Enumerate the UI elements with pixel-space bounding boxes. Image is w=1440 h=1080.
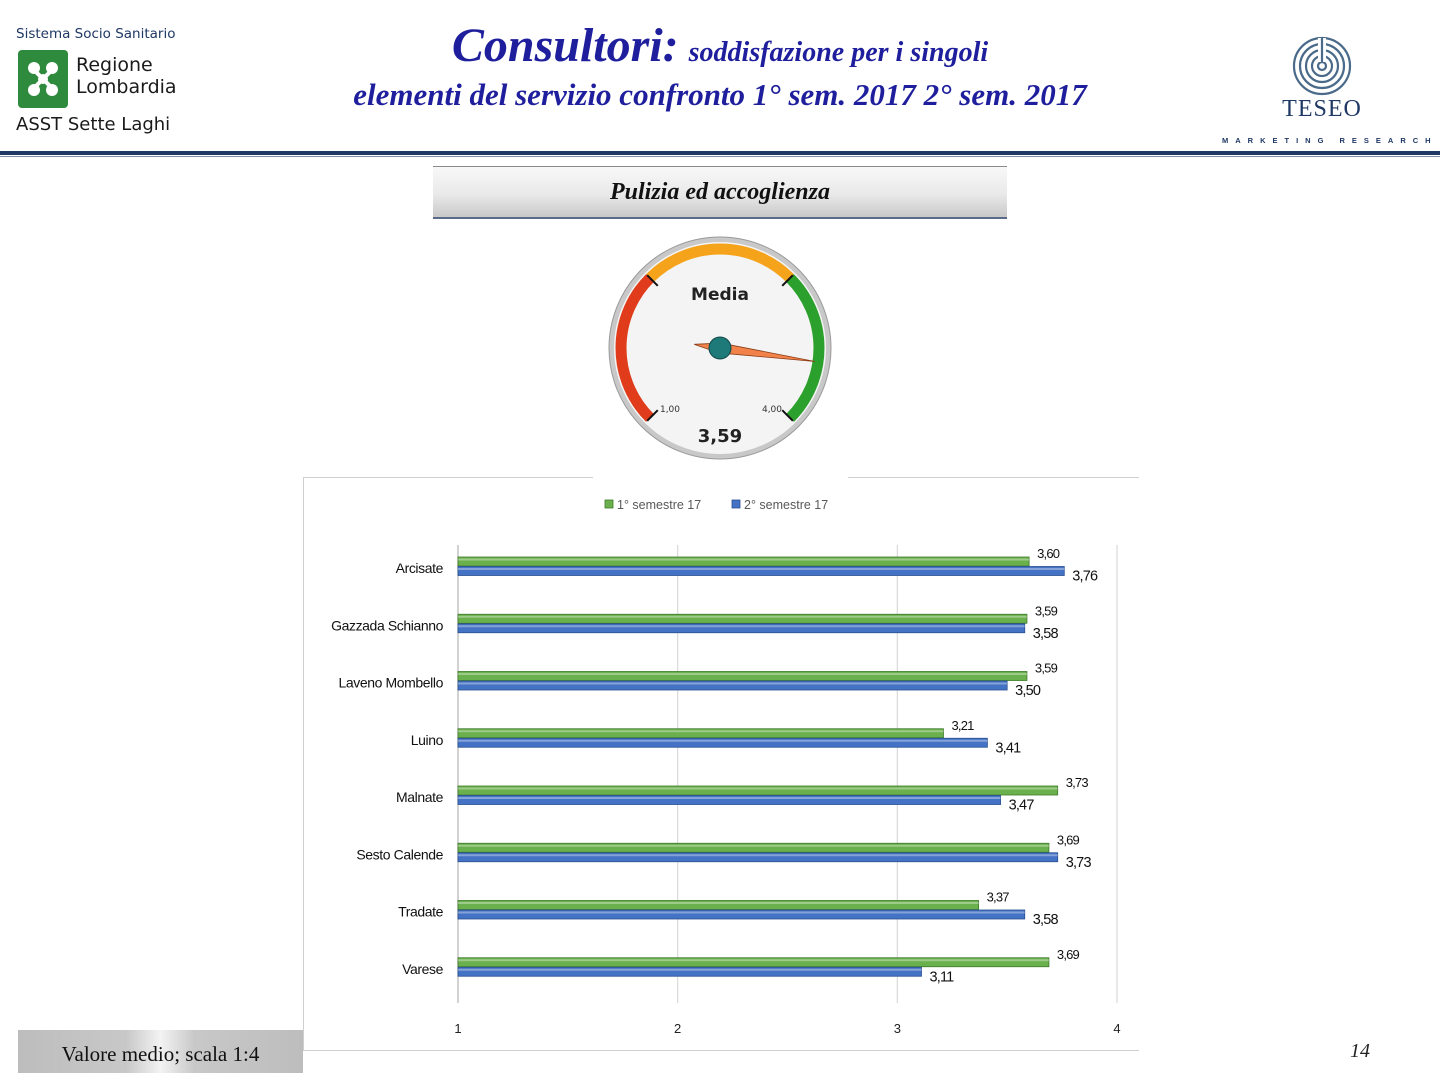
- data-label-series-1: 3,21: [951, 717, 974, 733]
- category-label: Sesto Calende: [356, 846, 443, 863]
- brand-name: TESEO: [1282, 96, 1362, 122]
- org-asst-name: ASST Sette Laghi: [16, 114, 171, 135]
- category-label: Malnate: [395, 789, 443, 805]
- bar-highlight: [458, 740, 987, 742]
- scale-note: Valore medio; scala 1:4: [18, 1030, 303, 1073]
- org-line: Sistema Socio Sanitario: [16, 26, 176, 42]
- legend-label-1: 1° semestre 17: [617, 498, 702, 512]
- gauge-hub: [709, 337, 731, 359]
- data-label-series-2: 3,11: [929, 969, 954, 986]
- bar-highlight: [458, 625, 1025, 627]
- category-label: Luino: [410, 731, 443, 748]
- data-label-series-2: 3,73: [1065, 854, 1091, 871]
- bar-series-2: [458, 910, 1025, 919]
- gauge-chart: [600, 228, 840, 468]
- category-label: Arcisate: [395, 560, 443, 576]
- bar-highlight: [458, 854, 1058, 856]
- x-tick-label: 1: [454, 1021, 462, 1036]
- data-label-series-2: 3,47: [1008, 797, 1034, 814]
- data-label-series-1: 3,69: [1056, 832, 1080, 848]
- page-number: 14: [1350, 1040, 1370, 1062]
- data-label-series-2: 3,41: [995, 740, 1021, 757]
- bar-highlight: [458, 559, 1029, 561]
- legend-label-2: 2° semestre 17: [744, 498, 829, 512]
- bar-series-1: [458, 672, 1027, 681]
- bar-series-2: [458, 967, 921, 976]
- x-tick-label: 2: [674, 1021, 682, 1036]
- legend-swatch-1: [605, 500, 613, 508]
- section-title: Pulizia ed accoglienza: [433, 166, 1007, 219]
- teseo-logo: [1222, 34, 1438, 150]
- bar-highlight: [458, 788, 1058, 790]
- bar-series-1: [458, 557, 1029, 566]
- bar-series-1: [458, 729, 943, 738]
- bar-series-2: [458, 624, 1025, 633]
- gauge-value-label: 3,59: [697, 426, 743, 447]
- bar-highlight: [458, 568, 1064, 570]
- data-label-series-1: 3,60: [1037, 546, 1060, 561]
- org-region-line-1: Regione: [76, 54, 153, 76]
- bar-series-2: [458, 681, 1007, 690]
- data-label-series-1: 3,73: [1065, 775, 1088, 790]
- data-label-series-1: 3,37: [986, 889, 1009, 905]
- brand-tagline: MARKETING RESEARCH: [1222, 136, 1438, 145]
- bar-series-2: [458, 738, 987, 747]
- data-label-series-1: 3,59: [1034, 603, 1058, 619]
- header-divider: [0, 151, 1440, 155]
- labyrinth-icon: [1222, 34, 1422, 96]
- bar-series-1: [458, 901, 979, 910]
- x-tick-label: 3: [893, 1021, 901, 1036]
- x-tick-label: 4: [1113, 1021, 1121, 1036]
- data-label-series-2: 3,50: [1015, 683, 1041, 699]
- bar-highlight: [458, 959, 1049, 961]
- data-label-series-2: 3,58: [1032, 912, 1058, 928]
- bar-series-1: [458, 786, 1058, 795]
- category-label: Laveno Mombello: [338, 674, 443, 691]
- org-region-line-2: Lombardia: [76, 76, 177, 98]
- bar-series-1: [458, 614, 1027, 623]
- bar-series-2: [458, 796, 1001, 805]
- bar-highlight: [458, 673, 1027, 675]
- bar-highlight: [458, 902, 979, 904]
- bar-highlight: [458, 797, 1001, 799]
- bar-highlight: [458, 730, 943, 732]
- title-subtitle-1: soddisfazione per i singoli: [688, 37, 989, 68]
- title-main: Consultori:: [451, 19, 679, 72]
- category-label: Gazzada Schianno: [331, 617, 443, 634]
- bar-highlight: [458, 683, 1007, 685]
- bar-series-2: [458, 853, 1058, 862]
- bar-highlight: [458, 616, 1027, 618]
- gauge-min-label: 1,00: [659, 405, 681, 415]
- page-title: [200, 18, 1240, 113]
- regione-lombardia-emblem-icon: [18, 50, 68, 108]
- data-label-series-1: 3,69: [1056, 946, 1080, 962]
- data-label-series-2: 3,58: [1032, 625, 1058, 642]
- bar-highlight: [458, 912, 1025, 914]
- category-label: Varese: [402, 960, 443, 977]
- header-divider-thin: [0, 156, 1440, 157]
- data-label-series-1: 3,59: [1034, 660, 1058, 676]
- bar-series-1: [458, 843, 1049, 852]
- asst-logo: [14, 22, 194, 142]
- gauge-title: Media: [691, 285, 749, 305]
- bar-highlight: [458, 969, 921, 971]
- legend-swatch-2: [732, 500, 740, 508]
- bar-chart: [303, 477, 1139, 1051]
- data-label-series-2: 3,76: [1072, 568, 1098, 585]
- category-label: Tradate: [398, 903, 443, 920]
- title-subtitle-2: elementi del servizio confronto 1° sem. 2017 2° sem. 2017: [353, 77, 1087, 112]
- gauge-max-label: 4,00: [761, 405, 783, 415]
- bar-highlight: [458, 845, 1049, 847]
- bar-series-1: [458, 958, 1049, 967]
- bar-series-2: [458, 567, 1064, 576]
